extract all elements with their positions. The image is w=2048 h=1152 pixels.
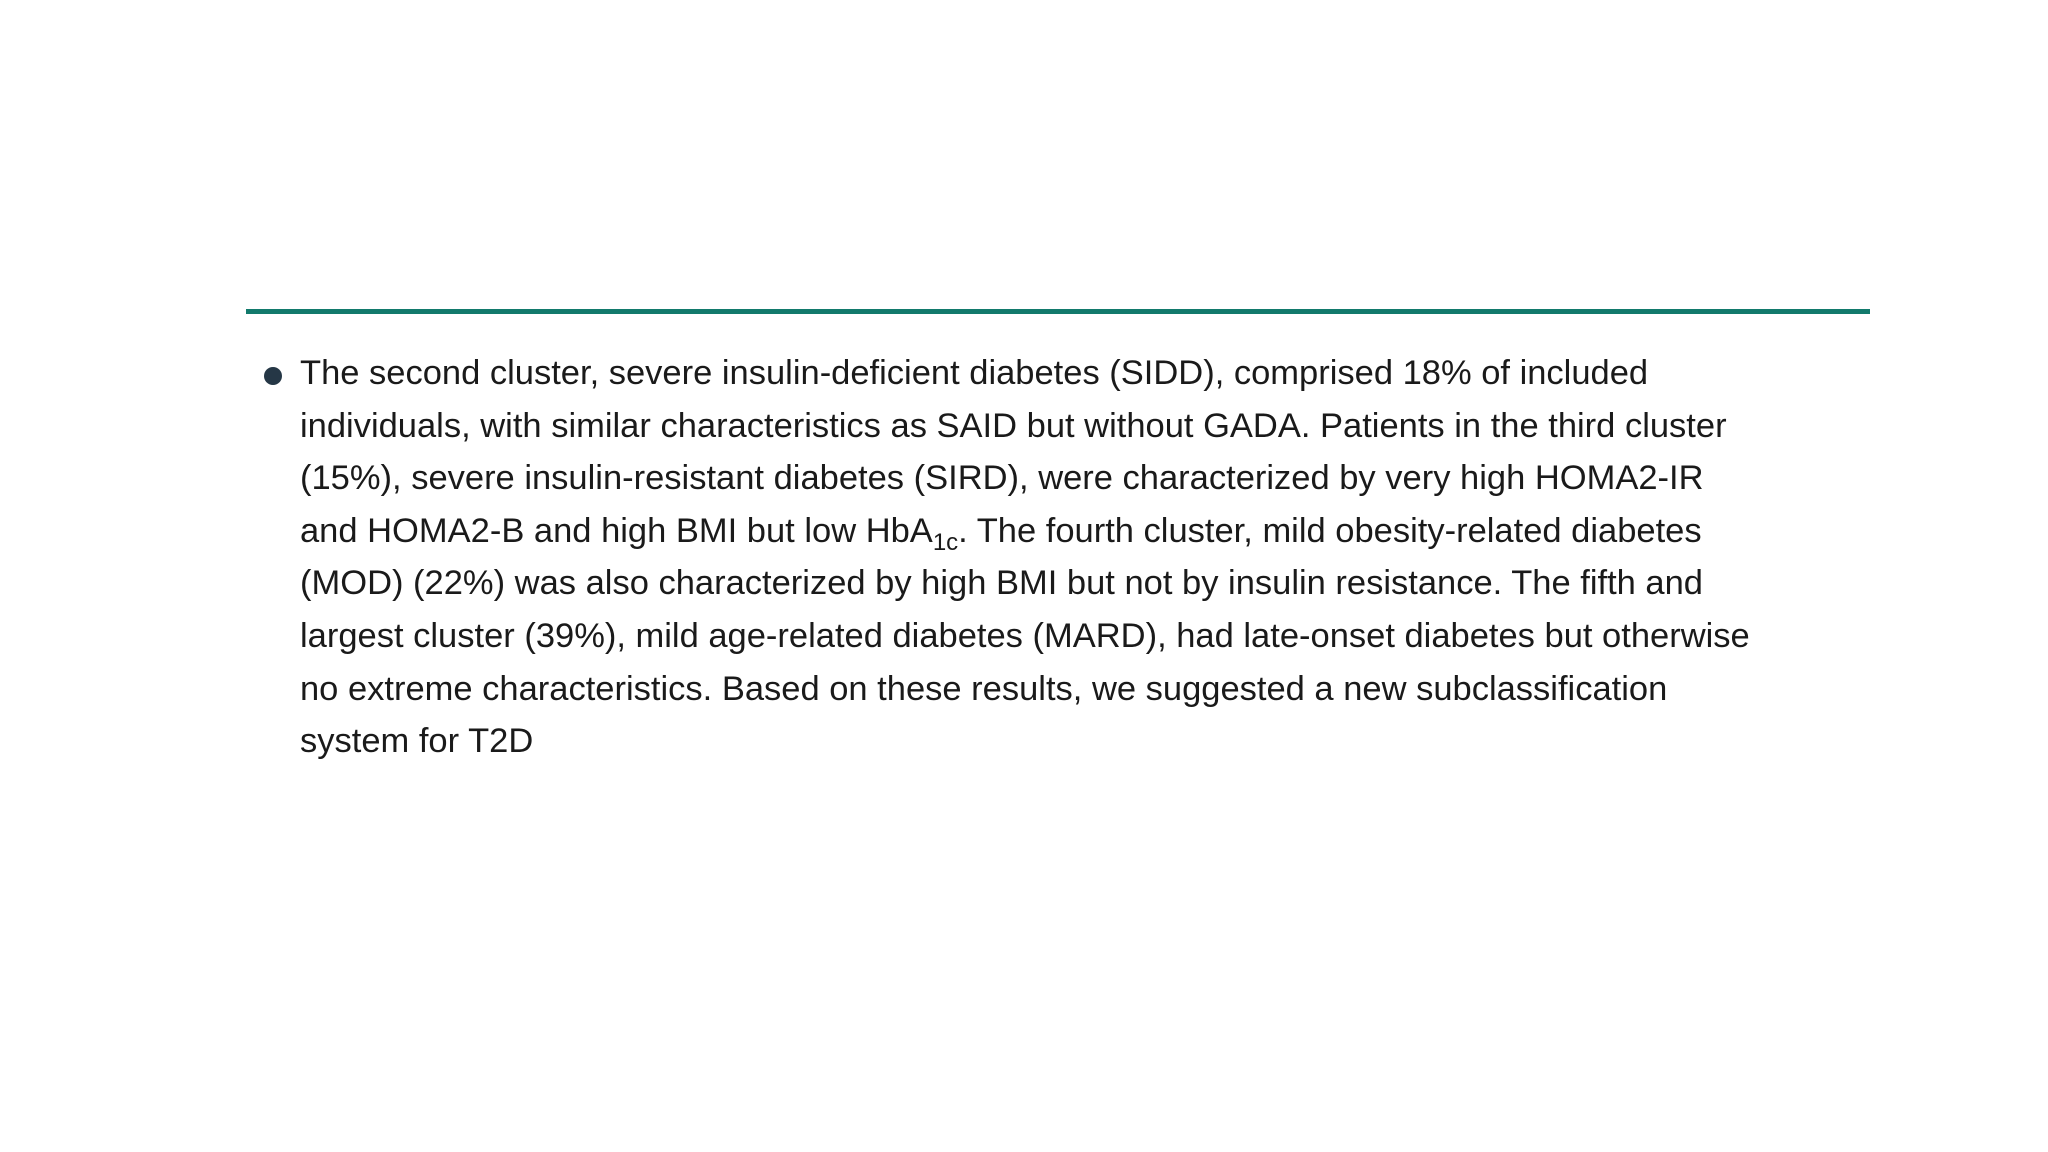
text-line: system for T2D: [300, 722, 534, 761]
header-divider: [246, 309, 1870, 314]
text-line: (15%), severe insulin-resistant diabetes (SIRD), were characterized by very high HOMA2-IR: [300, 459, 1704, 498]
text-line: (MOD) (22%) was also characterized by high BMI but not by insulin resistance. The fifth and: [300, 564, 1703, 603]
text-line: individuals, with similar characteristics as SAID but without GADA. Patients in the third cluster: [300, 406, 1727, 445]
subscript: 1c: [932, 528, 959, 556]
text-line: no extreme characteristics. Based on these results, we suggested a new subclassification: [300, 669, 1668, 708]
text-segment: . The fourth cluster, mild obesity-related diabetes: [958, 511, 1702, 550]
text-segment: and HOMA2-B and high BMI but low HbA: [300, 511, 933, 550]
bullet-text: [300, 347, 1860, 768]
bullet-dot-icon: [264, 367, 282, 385]
text-line: [300, 505, 1860, 558]
text-line: The second cluster, severe insulin-deficient diabetes (SIDD), comprised 18% of included: [300, 354, 1649, 392]
text-line: largest cluster (39%), mild age-related diabetes (MARD), had late-onset diabetes but otherwise: [300, 616, 1750, 655]
bullet-item: [300, 347, 1860, 768]
